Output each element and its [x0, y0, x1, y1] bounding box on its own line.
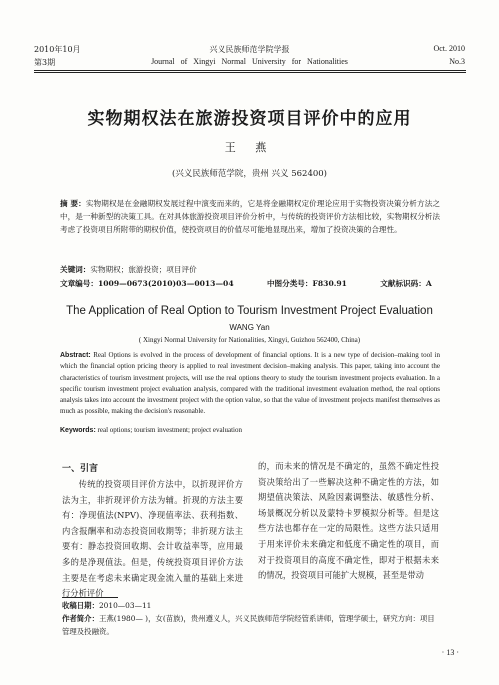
abstract-en: [60, 350, 440, 418]
bio-text: 王燕(1980— )，女(苗族)，贵州遵义人，兴义民族师范学院经管系讲师，管理学硕士，研究方向：项目管理及投融资。: [62, 614, 435, 636]
paper-author-en: WANG Yan: [229, 323, 270, 332]
header-rule-top: [34, 70, 466, 71]
abstract-cn: [60, 197, 440, 237]
received-label: 收稿日期：: [62, 601, 99, 610]
page-number: · 13 ·: [441, 648, 459, 657]
header-rule-bottom: [34, 72, 466, 73]
section-heading: 一、引言: [62, 464, 99, 474]
paper-author: 王 燕: [224, 141, 275, 154]
doc-code-label: 文献标识码：: [380, 279, 426, 288]
bio-label: 作者简介：: [62, 614, 99, 623]
body-right-column: 的，而未来的情况是不确定的，虽然不确定性投资决策给出了一些解决这种不确定性的方法，如期望值决策法、风险因素调整法、敏感性分析、场景概况分析以及蒙特卡罗模拟分析等。但是这些方法也都存在一定的局限性。这些方法只适用于用来评价未来确定和低度不确定性的项目，而对于投资项目的高度不确定性，即对于根据未来的情况，投资项目可能扩大规模，甚至是带动: [258, 461, 439, 581]
header-issue-cn: 第3期: [34, 58, 56, 67]
paper-title: 实物期权法在旅游投资项目评价中的应用: [87, 109, 412, 129]
keywords-cn-text: 实物期权；旅游投资；项目评价: [90, 265, 197, 274]
paper-affiliation-en: ( Xingyi Normal University for Nationalities, Xingyi, Guizhou 562400, China): [138, 336, 361, 344]
article-no-label: 文章编号：: [60, 279, 98, 288]
clc-code: F830.91: [312, 279, 347, 288]
abstract-cn-label: 摘 要：: [60, 199, 86, 208]
paper-affiliation: (兴义民族师范学院，贵州 兴义 562400): [172, 169, 327, 179]
article-ids: [60, 277, 460, 290]
header-journal-en: Journal of Xingyi Normal University for Nationalities: [151, 57, 348, 66]
abstract-en-label: Abstract:: [60, 352, 91, 359]
keywords-en-label: Keywords:: [60, 427, 96, 434]
header-journal-cn: 兴义民族师范学院学报: [209, 45, 290, 54]
paper-title-en: The Application of Real Option to Tourism Investment Project Evaluation: [66, 305, 433, 317]
footnote-received: [62, 600, 442, 613]
footnote-bio: [62, 613, 442, 638]
footnote-rule: [62, 597, 118, 598]
body-left-column: 传统的投资项目评价方法中，以折现评价方法为主，非折现评价方法为辅。折现的方法主要有：净现值法(NPV)、净现值率法、获利指数、内含报酬率和动态投资回收期等；非折现方法主要有：静态投资回收期、会计收益率等，应用最多的是净现值法。但是，传统投资项目评价方法主要是在考虑未来确定现金流入量的基础上来进行分析评价: [62, 479, 243, 599]
received-date: 2010—03—11: [98, 601, 152, 610]
abstract-en-text: Real Options is evolved in the process of development of financial options. It is a new type of decision–making tool in which the financial option pricing theory is applied to real investment decision–making analysis. This paper, taking into account the characteristics of tourism investment projects, will use the real options theory to study the tourism investment projects evaluation. In a specific tourism investment project evaluation analysis, compared with the traditional investment evaluation method, the real options analysis takes into account the investment project with the option value, so that the value of investment projects manifest themselves as much as possible, making the decision's reasonable.: [60, 351, 440, 416]
keywords-cn-label: 关键词：: [60, 265, 91, 274]
doc-code: A: [425, 279, 432, 288]
clc-label: 中图分类号：: [266, 279, 313, 288]
header-issue-en: No.3: [449, 57, 465, 66]
abstract-cn-text: 实物期权是在金融期权发展过程中演变而来的，它是将金融期权定价理论应用于实物投资决策分析方法之中，是一种新型的决策工具。在对具体旅游投资项目评价分析中，与传统的投资评价方法相比较，实物期权分析法考虑了投资项目所附带的期权价值，使投资项目的价值尽可能地显现出来，增加了投资决策的合理性。: [60, 199, 440, 235]
article-no: 1009—0673(2010)03—0013—04: [97, 279, 234, 288]
header-date-en: Oct. 2010: [433, 44, 465, 53]
keywords-en: [60, 425, 440, 436]
keywords-cn: [60, 263, 440, 276]
header-date-cn: 2010年10月: [34, 45, 81, 54]
keywords-en-text: real options; tourism investment; project evaluation: [97, 426, 242, 434]
